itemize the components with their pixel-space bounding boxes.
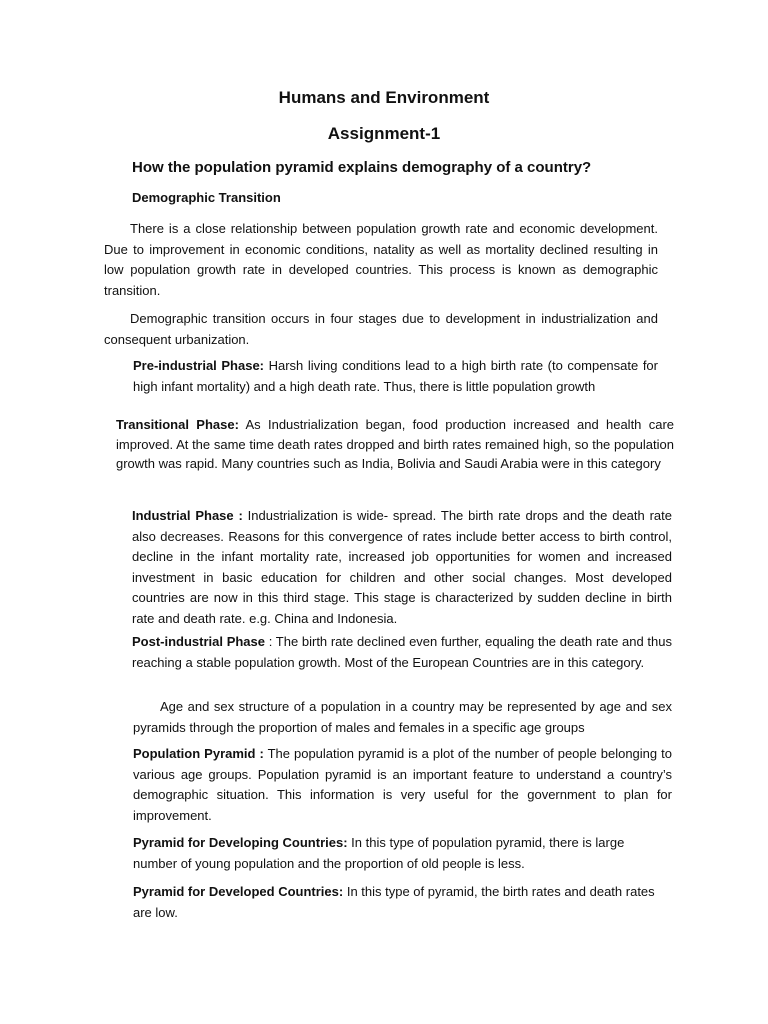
paragraph-four-stages: Demographic transition occurs in four stages due to development in industrialization and consequent urbanization. (104, 311, 658, 347)
page-title: Humans and Environment (278, 88, 490, 107)
section-subheading: Demographic Transition (132, 190, 281, 205)
paragraph-age-sex-structure: Age and sex structure of a population in a country may be represented by age and sex pyramids through the proportion of males and females in a specific age groups (133, 699, 672, 735)
paragraph-demographic-transition: There is a close relationship between population growth rate and economic development. Due to improvement in economic conditions, natality as well as mortality declined resulting in low population growth rate in developed countries. This process is known as demographic transition. (104, 221, 658, 298)
industrial-text: Industrialization is wide- spread. The birth rate drops and the death rate also decreases. Reasons for this convergence of rates include better access to birth control, decline in the infant mortality rate, increased job opportunities for women and increased investment in basic education for children and other social changes. Most developed countries are now in this third stage. This stage is characterized by sudden decline in birth rate and death rate. e.g. China and Indonesia. (132, 508, 672, 626)
paragraph-pre-industrial (133, 356, 658, 397)
pre-industrial-text: Harsh living conditions lead to a high birth rate (to compensate for high infant mortality) and a high death rate. Thus, there is little population growth (133, 358, 658, 394)
transitional-label: Transitional Phase: (116, 417, 239, 432)
paragraph-population-pyramid (133, 744, 672, 826)
developed-pyramid-text: In this type of pyramid, the birth rates and death rates are low. (133, 884, 655, 920)
developing-pyramid-text: In this type of population pyramid, there is large number of young population and the proportion of old people is less. (133, 835, 625, 871)
post-industrial-label: Post-industrial Phase (132, 634, 266, 649)
developed-pyramid-label: Pyramid for Developed Countries: (133, 884, 344, 899)
paragraph-developing-pyramid (133, 833, 661, 874)
post-industrial-text: : The birth rate declined even further, equaling the death rate and thus reaching a stable population growth. Most of the European Countries are in this category. (132, 634, 673, 670)
population-pyramid-label: Population Pyramid : (133, 746, 264, 761)
question-heading: How the population pyramid explains demography of a country? (132, 159, 592, 176)
population-pyramid-text: The population pyramid is a plot of the number of people belonging to various age groups. Population pyramid is an important feature to understand a country’s demographic situation. This information is very useful for the government to plan for improvement. (133, 746, 672, 823)
paragraph-transitional (116, 415, 674, 474)
industrial-label: Industrial Phase : (132, 508, 243, 523)
paragraph-industrial (132, 506, 672, 630)
paragraph-developed-pyramid (133, 882, 661, 923)
developing-pyramid-label: Pyramid for Developing Countries: (133, 835, 348, 850)
pre-industrial-label: Pre-industrial Phase: (133, 358, 265, 373)
assignment-title: Assignment-1 (327, 124, 441, 143)
paragraph-post-industrial (132, 632, 672, 673)
transitional-text: As Industrialization began, food production increased and health care improved. At the same time death rates dropped and birth rates remained high, so the population growth was rapid. Many countries such as India, Bolivia and Saudi Arabia were in this category (116, 417, 675, 472)
